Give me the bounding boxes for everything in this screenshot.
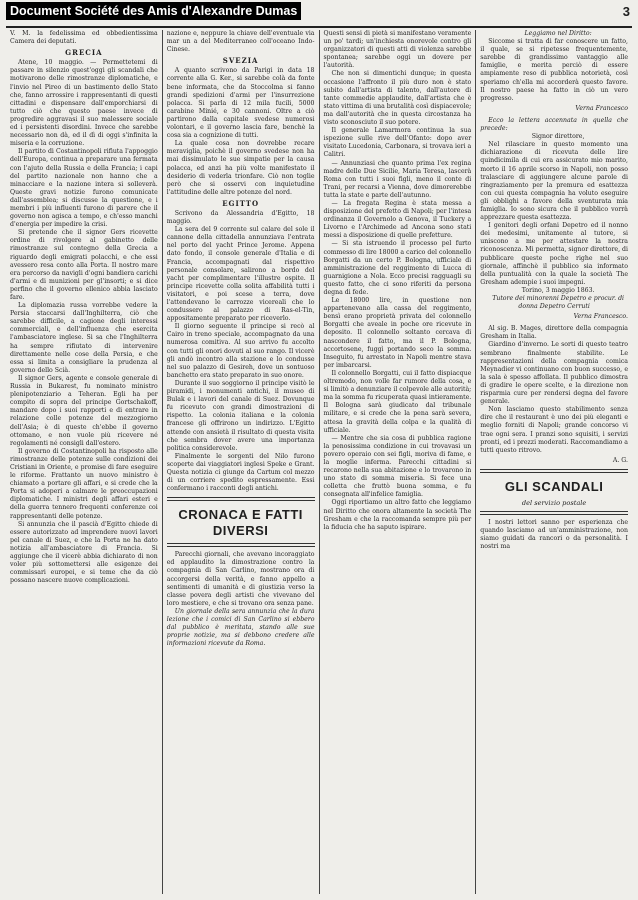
column-3 — [320, 30, 477, 894]
section-divider — [167, 497, 315, 501]
paragraph: Finalmente le sorgenti del Nilo furono scoperte dai viaggiatori inglesi Speke e Grant. Questa notizia ci giunge da Cartum col mezzo di un corriere spedito espressamente. Essi confermano i racconti degli antichi. — [166, 452, 315, 493]
paragraph: — Annunziasi che quanto prima l'ex regina madre delle Due Sicilie, Maria Teresa, lascerà Roma con tutti i suoi figli, meno il conte di Trani, per recarsi a Vienna, dove dimorerebbe tutta la state e parte dell'autunno. — [323, 159, 472, 199]
signature: Verna Francesco. — [573, 313, 628, 321]
paragraph: Tutore dei minorenni Depetro e procur. di donna Depetro Cerruti — [492, 295, 625, 311]
paragraph: Scrivono da Alessandria d'Egitto, 18 maggio. — [166, 209, 315, 226]
paragraph: Torino, 3 maggio 1863. — [521, 286, 595, 294]
paragraph: Parecchi giornali, che avevano incoraggiato ed applaudito la dimostrazione contro la compagnia di San Carlino, mostrano ora di accorgersi della verità, e fanno appello a sentimenti di umanità e di giustizia verso la classe povera degli artisti che vivevano del loro mestiere, e che si trovano ora senza pane. — [166, 551, 315, 607]
section-heading-svezia: SVEZIA — [222, 56, 259, 66]
paragraph: Si pretende che il signor Gers ricevette ordine di rivolgere al gabinetto delle rimostranze sul contegno della Grecia a riguardo degli emigrati polacchi, e che essi avessero resa conto alla Porta. Il nostro mare era percorso da navigli d'ogni bandiera carichi d'armi e di munizioni per gl'insorti; e si dice perfino che il governo ellenico abbia lasciato fare. — [10, 229, 158, 301]
paragraph: A quanto scrivono da Parigi in data 18 corrente alla G. Ker., si sarebbe colà da fonte bene informata, che da Stoccolma si fanno grandi spedizioni d'armi per l'insurrezione polacca. Si parla di 12 mila fucili, 5000 carabine Minié, e 30 cannoni. Oltre a ciò partirono dalla capitale svedese numerosi volontari, e il governo lascia fare, benchè la cosa sia a cognizione di tutti. — [166, 67, 315, 140]
paragraph: — Mentre che sia cosa di pubblica ragione la penosissima condizione in cui trovavasi un povero operaio con sei figli, moriva di fame, e la moglie inferma. Parecchi cittadini si recarono nella sua abitazione e lo trovarono in uno stato di somma miseria. Si fece una colletta che fruttò buona somma, e fu consegnata all'infelice famiglia. — [323, 434, 472, 499]
paragraph: Si annunzia che il pascià d'Egitto chiede di essere autorizzato ad imprendere nuovi lavori pel canale di Suez, e che la Porta ne ha dato notizia all'ambasciatore di Francia. Si aggiunge che il vicerè abbia dichiarato di non voler più sottomettersi alle esigenze dei commissari europei, e si teme che da ciò possano nascere nuove complicazioni. — [10, 520, 158, 585]
paragraph: Il colonnello Borgatti, cui il fatto dispiacque oltremodo, non volle far rumore della cosa, e si limitò a denunziare il colpevole alle autorità; ma la somma fu ricuperata quasi intieramente. Il Bologna sarà giudicato dal tribunale militare, e si crede che la pena sarà severa, attesa la gravità della colpa e la qualità di ufficiale. — [323, 369, 472, 434]
paragraph: Signor direttore, — [531, 133, 585, 141]
paragraph: Oggi riportiamo un altro fatto che leggiamo nel Diritto che onora altamente la società The Gresham e che la raccomanda sempre più per la fiducia che ha saputo ispirare. — [323, 499, 472, 531]
paragraph: Al sig. B. Mages, direttore della compagnia Gresham in Italia. — [480, 325, 628, 341]
paragraph: Il signor Gers, agente e console generale di Russia in Bukarest, fu nominato ministro plenipotenziario a Teheran. Egli ha per compito di sopra del principe Gortschakoff, mandare dopo i suoi rapporti e di entrare in relazione colle potenze del mezzogiorno dell'Asia; è di queste ch'ebbe il governo ottomano, e non vuole più ricevere né regolamenti né consigli dall'estero. — [10, 374, 158, 447]
paragraph: Il governo di Costantinopoli ha risposto alle rimostranze delle potenze sulle condizioni dei Cristiani in Oriente, e promise di fare eseguire le riforme. Frattanto un nuovo ministro è chiamato a portare gli affari, e si crede che la Porta si adoperi a calmare le preoccupazioni diplomatiche. I ministri degli affari esteri e della guerra tennero frequenti conferenze coi rappresentanti delle potenze. — [10, 447, 158, 520]
cronaca-heading: CRONACA E FATTI DIVERSI — [178, 507, 303, 539]
paragraph: Il generale Lamarmora continua la sua ispezione sulle rive dell'Ofanto: dopo aver visitato Lucedonia, Carbonara, si trovava ieri a Calitri. — [323, 127, 472, 159]
paragraph: — La fregata Regina è stata messa a disposizione del prefetto di Napoli; per l'intesa ordinanza il Governolo a Genova, il Tuckery a Livorno e l'Archimede ad Ancona sono stati messi a disposizione di quelle prefetture. — [323, 199, 472, 240]
section-heading-egitto: EGITTO — [222, 198, 260, 208]
paragraph: Leggiamo nel Diritto: — [524, 30, 592, 37]
paragraph: Il giorno seguente il principe si recò al Cairo in treno speciale, accompagnato da una numerosa comitiva. Al suo arrivo fu accolto con tutti gli onori dovuti al suo rango. Il vicerè gli andò incontro alla stazione e lo condusse nel suo palazzo di Gesireh, dove un sontuoso banchetto era stato preparato in suo onore. — [166, 323, 315, 379]
paragraph: — Si sta istruendo il processo pel furto commesso di lire 18000 a carico del colonnello Borgatti da un certo P. Bologna, ufficiale di amministrazione del reggimento di Lucca di guarnigione a Nola. Ecco precisi ragguagli su questo fatto, che ci sono riferiti da persona degna di fede. — [323, 240, 472, 296]
paragraph: I nostri lettori sanno per esperienza che quando lasciamo ad un'amministrazione, non siamo guidati da rancori o da personalità. I nostri ma — [480, 518, 628, 551]
paragraph: Questi sensi di pietà si manifestano veramente un po' tardi; un'inchiesta onorevole contro gli organizzatori di questi atti di violenza sarebbe spontanea; sarebbe oggi un dovere per l'autorità. — [323, 30, 472, 70]
section-divider — [480, 469, 628, 473]
paragraph: Le 18000 lire, in questione non appartenevano alla cassa del reggimento, bensì erano proprietà privata del colonnello Borgatti che aveale in poche ore ricevute in deposito. Il colonnello soltanto cercava di nascondere il fatto, ma il P. Bologna, accortosene, fuggì portando seco la somma. Inseguito, fu arrestato in Napoli mentre stava per imbarcarsi. — [323, 297, 472, 369]
paragraph: Giardino d'inverno. Le sorti di questo teatro sembrano finalmente stabilite. Le rappresentazioni della compagnia comica Meynadier vi continuano con buon successo, e la sala è spesso affollata. Il pubblico dimostra di gradire le opere scelte, e la direzione non risparmia cure per rendersi degna del favore generale. — [480, 341, 628, 406]
column-4 — [476, 30, 632, 894]
paragraph: V. M. la fedelissima ed obbedientissima Camera dei deputati. — [10, 30, 158, 46]
section-heading-grecia: GRECIA — [65, 48, 103, 58]
column-2 — [163, 30, 320, 894]
scandali-subheading: del servizio postale — [521, 498, 587, 507]
paragraph: La quale cosa non dovrebbe recare meraviglia, poichè il governo svedese non ha mai dissimulato le sue simpatie per la causa polacca, ed anzi ha più volte manifestato il desiderio di vederla trionfare. Ciò non toglie però che si osservi con inquietudine l'attitudine delle altre potenze del nord. — [166, 140, 315, 196]
paragraph: Siccome si tratta di far conoscere un fatto, il quale, se si ripetesse frequentemente, sarebbe di grandissimo vantaggio alle famiglie, e merita perciò di essere ampiamente reso di pubblica notorietà, così speriamo ch'ella mi accorderà questo favore. Il nostro paese ha fatto in ciò un vero progresso. — [480, 38, 628, 102]
section-divider — [167, 543, 315, 547]
paragraph: Che non si dimentichi dunque; in questa occasione l'affronto il più duro non è stato subito dall'artista di talento, dall'autore di tante commedie applaudite, dall'artista che è stato vittima di una brutalità così dispiacevole; ma dall'autorità che in questa circostanza ha visto sconosciuto il suo potere. — [323, 70, 472, 127]
paragraph: La sera del 9 corrente sul calare del sole il cannone della cittadella annunziava l'entrata nel porto del yacht Prince Jerome. Appena dato fondo, il console generale d'Italia e di Francia, accompagnati dal rispettivo personale consolare, salirono a bordo del yacht per complimentare l'illustre ospite. Il principe ricevette colla solita affabilità tutti i visitatori, e poi scese a terra, dove l'attendevano le carrozze vicereali che lo condussero al palazzo di Ras-el-Tin, appositamente preparato per riceverlo. — [166, 226, 315, 323]
column-1 — [6, 30, 163, 894]
paragraph: Nel rilasciare in questo momento una dichiarazione di ricevuta delle lire quindicimila di cui era assicurato mio marito, morto il 16 aprile scorso in Napoli, non posso tralasciare di aggiungere alcune parole di ringraziamento per la premura ed esattezza con cui questa compagnia ha voluto eseguire gli obblighi a favore della sventurata mia famiglia. Io sono sicura che il pubblico vorrà apprezzare questa esattezza. — [480, 141, 628, 222]
article-columns — [6, 30, 632, 894]
paragraph: Ecco la lettera accennata in quella che precede: — [480, 116, 628, 133]
signature: A. G. — [612, 456, 628, 464]
paragraph: I genitori degli orfani Depetro ed il nonno dei medesimi, unitamente al tutore, si uniscono a me per attestare la nostra riconoscenza. Mi permetta, signor direttore, di pubblicare queste poche righe nel suo giornale, affinchè il pubblico sia informato della puntualità con la quale la società The Gresham adempie i suoi impegni. — [480, 222, 628, 286]
paragraph: nazione e, neppure la chiave dell'eventuale via mar un a del Mediterraneo coll'oceano Indo-Cinese. — [166, 30, 315, 54]
paragraph: La diplomazia russa vorrebbe vedere la Persia staccarsi dall'Inghilterra, ciò che sarebbe difficile, a cagione degli interessi commerciali, e dell'influenza che esercita l'ambasciatore inglese. Si sa che l'Inghilterra ha sempre rifiutato di intervenire direttamente nelle cose della Persia, e che essa si limita a consigliare la prudenza al governo dello Scià. — [10, 302, 158, 374]
section-divider — [480, 511, 628, 515]
paragraph: Atene, 10 maggio. — Permettetemi di passare in silenzio quest'oggi gli scandali che motivarono delle rimostranze diplomatiche, e l'invio nel Pireo di un bastimento dello Stato che, fanno arrossire i rappresentanti di questi cittadini e dispensare dall'emporchiarsi di tutto ciò che questo paese invece di progredire aggravasi il suo malessere sociale ed i persistenti disordini. Invece che sarebbe necessario non dà, ed il dì di oggi s'infinita la miseria e la corruzione. — [10, 59, 158, 148]
paragraph: Non lasciamo questo stabilimento senza dire che il restaurant è uno dei più eleganti e meglio forniti di Napoli; grande concorso vi trae ogni sera. I pranzi sono squisiti, i servizi pronti, ed i prezzi moderati. Raccomandiamo a tutti questo ritrovo. — [480, 406, 628, 454]
paragraph: Il partito di Costantinopoli rifiuta l'appoggio dell'Europa, continua a preparare una fermata con l'ajuto della Russia e della Francia; i capi del partito nazionale non hanno che a minacciare e la nazione intera si solleverà. Queste gravi notizie furono comunicate dall'assemblea; si discusse la questione, e i membri i più influenti furono di parere che il governo non agisca a tempo, e ch'esso manchi d'energia per impedire la crisi. — [10, 148, 158, 229]
brand-banner: Document Société des Amis d'Alexandre Dumas — [6, 2, 301, 20]
page-number: 3 — [622, 4, 630, 19]
paragraph: Un giornale della sera annunzia che la dura lezione che i comici di San Carlino si ebbero dal pubblico è meritata, stando alle sue proprie notizie, ma si debbono credere alle informazioni ricevute da Roma. — [166, 607, 315, 648]
signature: Verna Francesco — [575, 104, 628, 112]
scandali-heading: GLI SCANDALI — [504, 478, 604, 494]
paragraph: Durante il suo soggiorno il principe visitò le piramidi, i monumenti antichi, il museo di Bulak e i lavori del canale di Suez. Dovunque fu ricevuto con grandi dimostrazioni di rispetto. La colonia italiana e la colonia francese gli offrirono un indirizzo. L'Egitto attende con ansietà il risultato di questa visita che sembra dover avere una importanza politica considerevole. — [166, 379, 315, 452]
header-rule — [6, 26, 632, 28]
